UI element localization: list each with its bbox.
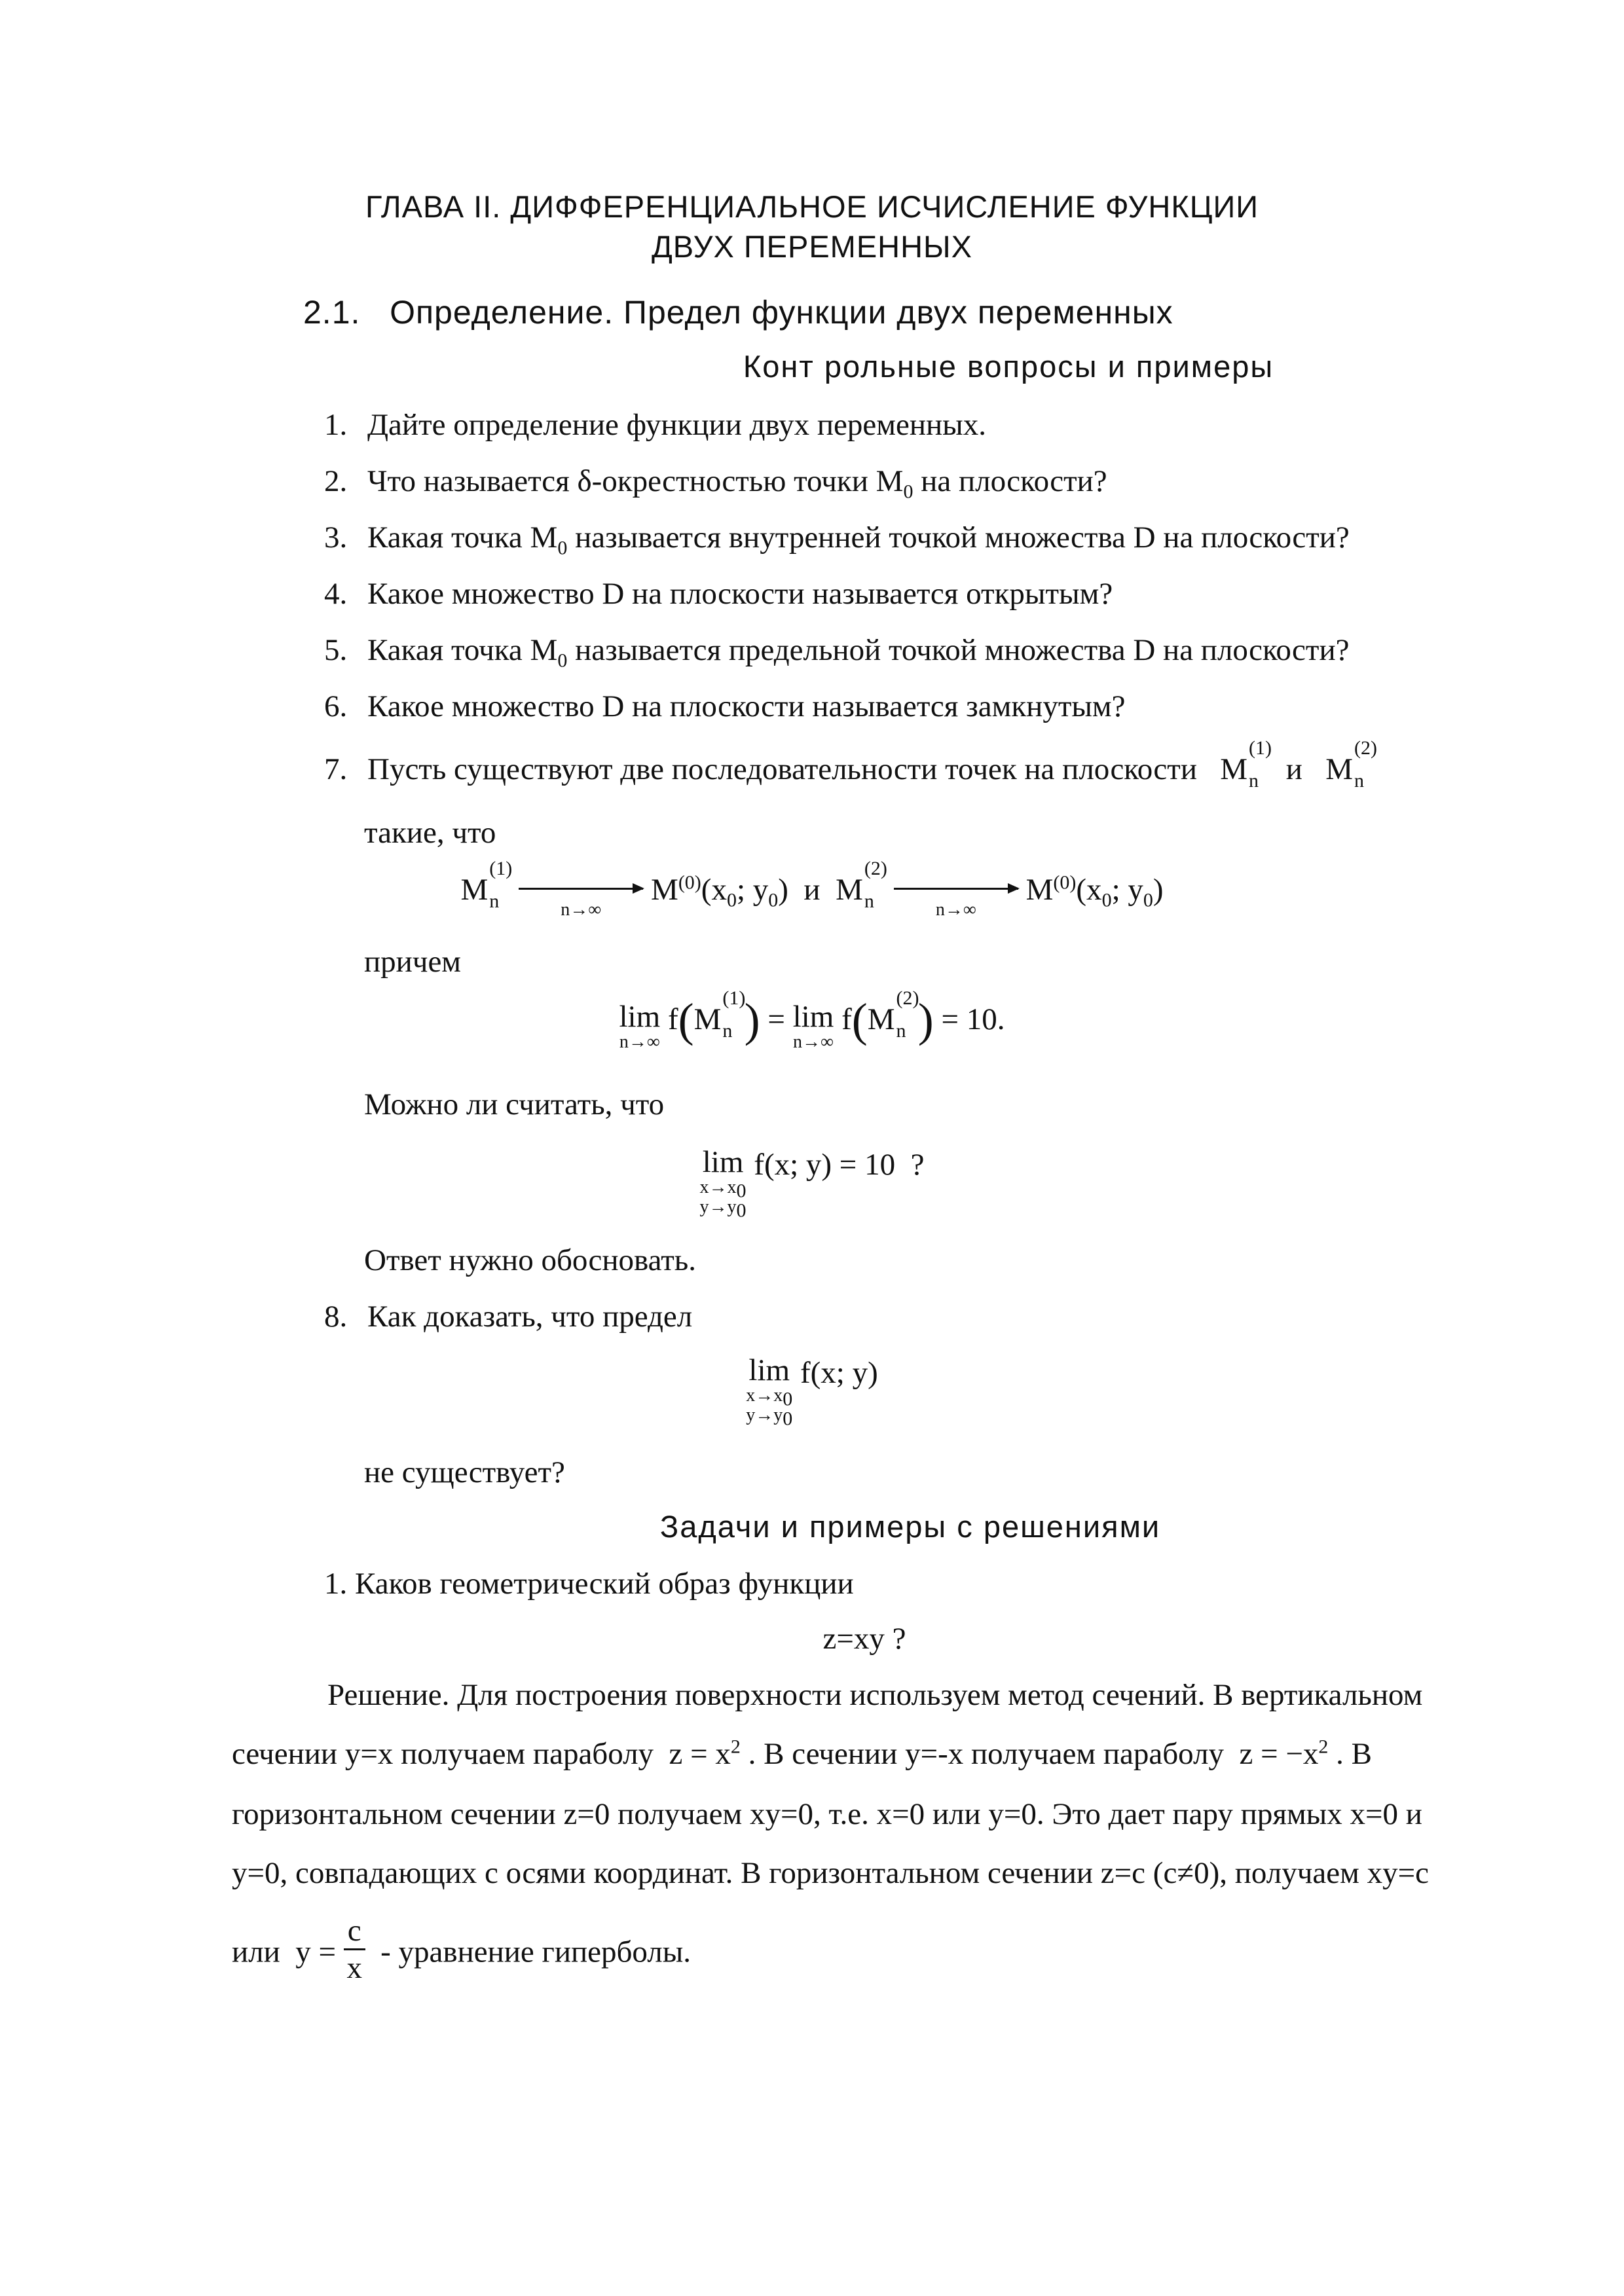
problem-1: 1. Каков геометрический образ функции [324,1567,854,1601]
fraction-c-over-x: $\frac{c}{x}$ [344,1913,365,1986]
question-6: 6. Какое множество D на плоскости называется замкнутым? [324,689,1126,723]
question-8: 8. Как доказать, что предел [324,1300,693,1334]
formula-double-limit: lim x→x0 y→y0 f(x; y) = 10 ? [699,1145,925,1222]
chapter-title-line-2: ДВУХ ПЕРЕМЕННЫХ [651,229,973,264]
arrow-icon: n→∞ [894,892,1018,894]
section-heading [303,293,1173,331]
solution-line-4: y=0, совпадающих с осями координат. В горизонтальном сечении z=c (c≠0), получаем xy=c [232,1856,1429,1890]
solution-line-5: или y = $\frac{c}{x}$ - уравнение гиперболы. [232,1914,692,1985]
section-title: Определение. Предел функции двух переменных [390,294,1173,331]
solution-line-1: Решение. Для построения поверхности используем метод сечений. В вертикальном [327,1678,1423,1712]
question-3: 3. Какая точка $M_0$ называется внутренней точкой множества D на плоскости? [324,520,1350,559]
q7-ask: Можно ли считать, что [364,1087,665,1121]
sequence-m2: M (2) n [1325,737,1377,792]
formula-limit-q8: lim x→x0 y→y0 f(x; y) [746,1353,878,1430]
solved-problems-heading: Задачи и примеры с решениями [659,1509,1161,1544]
sequence-m1: M (1) n [1220,737,1272,792]
solution-line-3: горизонтальном сечении z=0 получаем xy=0, т.е. x=0 или y=0. Это дает пару прямых x=0 и [232,1797,1422,1831]
chapter-title-line-1: ГЛАВА II. ДИФФЕРЕНЦИАЛЬНОЕ ИСЧИСЛЕНИЕ ФУНКЦИИ [365,189,1259,224]
formula-convergence: M (1) n n→∞ $M^{(0)}(x_0$; $y_0$) и M (2) n n→∞ $M^{(0)}(x_0$; $y_0$) [460,858,1164,920]
q7-then: причем [364,945,462,979]
problem-1-formula: z=xy ? [822,1622,906,1656]
arrow-icon: n→∞ [519,892,643,894]
formula-limits-equal: lim n→∞ f(M (1) n ) = lim n→∞ f(M (2) n ) = 10. [619,987,1005,1052]
q8-tail: не существует? [364,1455,565,1489]
q7-answer-note: Ответ нужно обосновать. [364,1243,696,1277]
question-7: 7. Пусть существуют две последовательности точек на плоскости M (1) n и M (2) n [324,737,1377,792]
solution-line-2: сечении y=x получаем параболу $z = x^2$ . В сечении y=-x получаем параболу $z = -x^2$ . В [232,1736,1372,1771]
control-questions-heading: Конт рольные вопросы и примеры [743,349,1274,384]
question-2: 2. Что называется δ-окрестностью точки $M_0$ на плоскости? [324,464,1107,503]
question-4: 4. Какое множество D на плоскости называется открытым? [324,577,1113,611]
question-1: 1. Дайте определение функции двух переменных. [324,408,986,442]
section-number: 2.1. [303,294,361,331]
question-5: 5. Какая точка $M_0$ называется предельной точкой множества D на плоскости? [324,633,1350,672]
q7-continuation: такие, что [364,816,496,850]
